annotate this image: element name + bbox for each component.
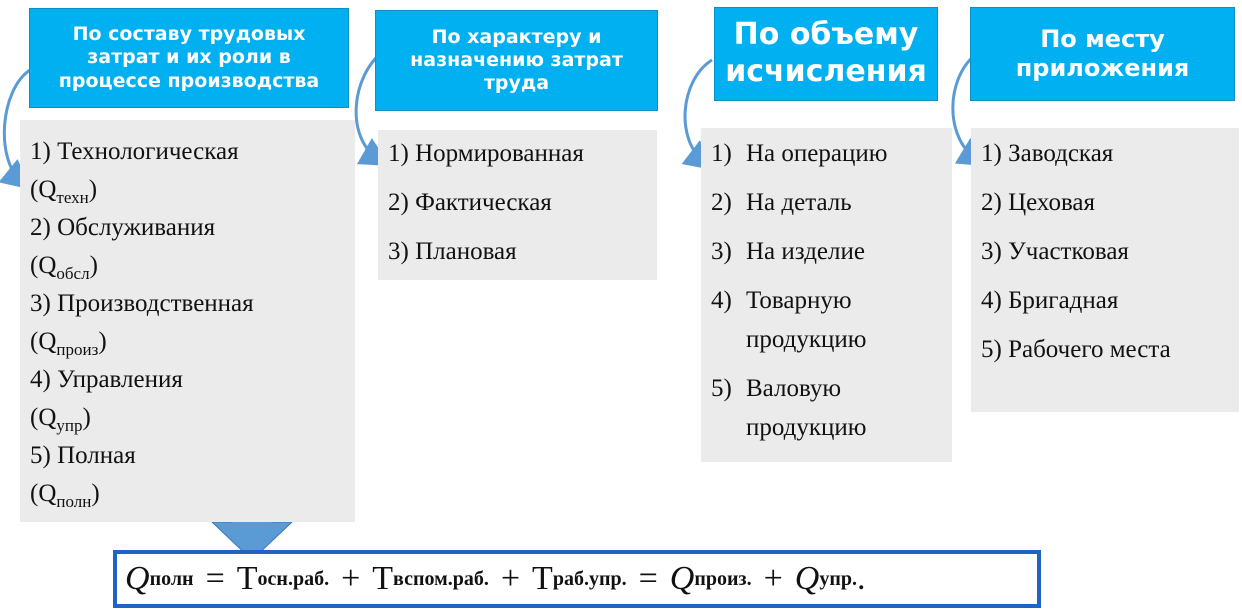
list-item: 3) Плановая — [388, 238, 517, 265]
list-item: Валовую — [746, 375, 842, 402]
formula-symbol: Q — [125, 560, 150, 597]
list-item: 4) Бригадная — [981, 287, 1119, 314]
header-labor-composition: По составу трудовых затрат и их роли в процессе производства — [29, 8, 349, 108]
list-item: 5) Рабочего места — [981, 336, 1171, 363]
list-item-symbol: $(Q_{обсл})$ — [30, 252, 98, 283]
formula-subscript: произ. — [694, 567, 752, 590]
formula-subscript: полн — [149, 567, 194, 590]
list-item: 2) Цеховая — [981, 189, 1096, 216]
header-application-place: По месту приложения — [970, 7, 1235, 101]
list-item: 4) Управления — [30, 366, 183, 393]
formula-subscript: осн.раб. — [257, 567, 330, 590]
list-item: 1) Нормированная — [388, 140, 584, 167]
list-item-number: 1) — [711, 140, 732, 167]
list-item-symbol: $(Q_{произ})$ — [30, 328, 107, 359]
list-item-number: 3) — [711, 238, 732, 265]
formula-symbol: T — [236, 560, 258, 597]
formula-symbol: T — [372, 560, 394, 597]
formula-operator: = — [638, 560, 658, 597]
list-item: На операцию — [746, 140, 888, 167]
list-item: 2) Обслуживания — [30, 214, 216, 241]
list-item-number: 5) — [711, 375, 732, 402]
box-calculation-volume — [701, 128, 952, 462]
list-item: 2) Фактическая — [388, 189, 552, 216]
list-item: 1) Технологическая — [30, 138, 239, 165]
list-item-symbol: $(Q_{полн})$ — [30, 480, 100, 511]
list-item: На изделие — [746, 238, 865, 265]
formula-period: . — [856, 560, 866, 597]
formula-operator: = — [205, 560, 225, 597]
list-item-number: 2) — [711, 189, 732, 216]
list-item: 1) Заводская — [981, 140, 1114, 167]
formula-operator: + — [341, 560, 361, 597]
formula-symbol: Q — [669, 560, 695, 597]
list-item-continuation: продукцию — [746, 326, 867, 353]
header-labor-nature: По характеру и назначению затрат труда — [375, 10, 658, 111]
list-item: 5) Полная — [30, 442, 136, 469]
list-item-continuation: продукцию — [746, 414, 867, 441]
list-item: На деталь — [746, 189, 852, 216]
formula-operator: + — [763, 560, 783, 597]
header-calculation-volume: По объему исчисления — [714, 7, 938, 101]
formula-symbol: T — [532, 560, 553, 597]
list-item: 3) Участковая — [981, 238, 1129, 265]
box-labor-nature — [378, 130, 657, 280]
formula-symbol: Q — [794, 560, 820, 597]
list-item: Товарную — [746, 287, 852, 314]
list-item-symbol: $(Q_{техн})$ — [30, 176, 98, 207]
formula-operator: + — [500, 560, 521, 597]
formula-subscript: вспом.раб. — [393, 567, 489, 590]
list-item-symbol: $(Q_{упр})$ — [30, 404, 91, 435]
list-item-number: 4) — [711, 287, 732, 314]
formula-subscript: упр. — [819, 567, 857, 590]
formula-total-labor — [113, 550, 1041, 608]
box-labor-composition — [20, 120, 355, 522]
box-application-place — [971, 128, 1239, 412]
formula-subscript: раб.упр. — [552, 567, 627, 590]
list-item: 3) Производственная — [30, 290, 254, 317]
